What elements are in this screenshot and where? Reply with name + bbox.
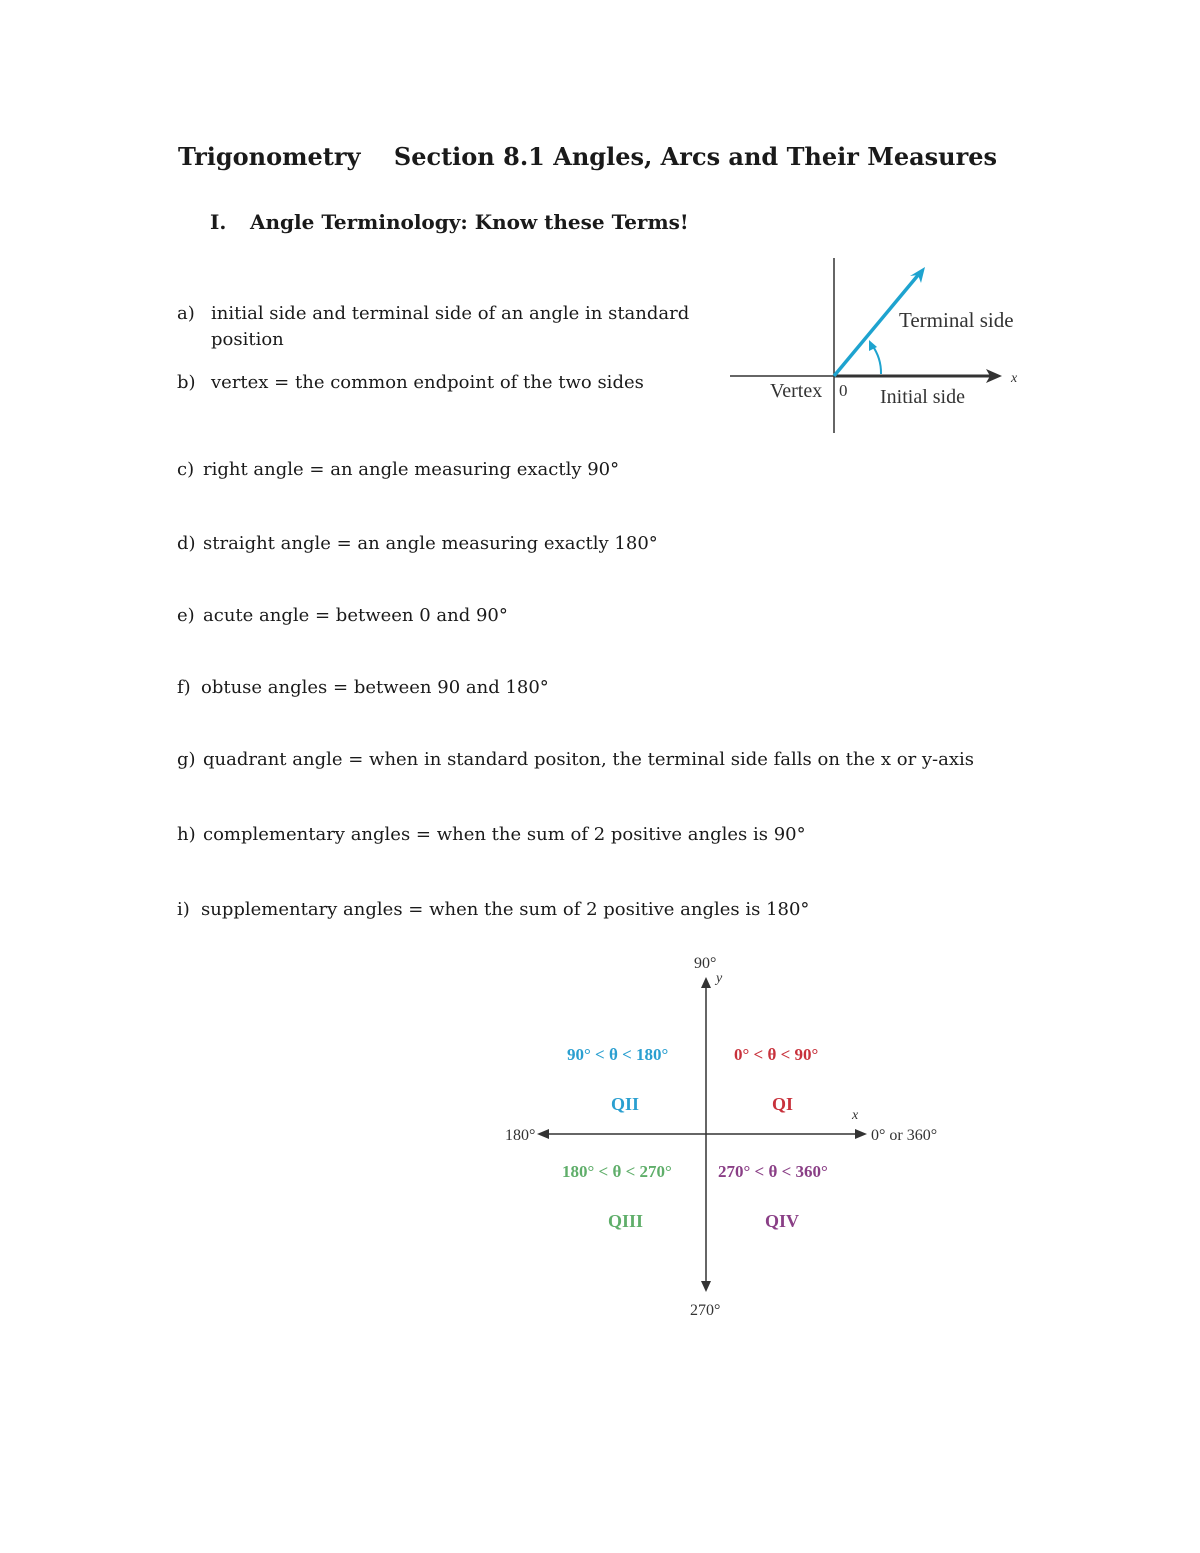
term-letter: h) <box>177 824 196 845</box>
section-heading <box>210 210 689 234</box>
quadrant-iv-name-label: QIV <box>765 1211 800 1231</box>
left-arrow-icon <box>537 1129 549 1139</box>
quadrant-i-range-label: 0° < θ < 90° <box>734 1045 819 1064</box>
term-letter: a) <box>177 303 195 324</box>
page-title: Trigonometry Section 8.1 Angles, Arcs and Their Measures <box>178 142 998 171</box>
term-text: obtuse angles = between 90 and 180° <box>201 677 549 698</box>
origin-label: 0 <box>839 381 848 400</box>
quadrant-iv-range-label: 270° < θ < 360° <box>718 1162 828 1181</box>
term-letter: f) <box>177 677 191 698</box>
section-number: I. <box>210 210 227 234</box>
term-item-d <box>177 531 658 557</box>
y-axis-label: y <box>716 971 723 986</box>
terminal-side-label: Terminal side <box>899 308 1014 332</box>
quadrant-angles-figure <box>495 945 965 1325</box>
quadrant-ii-range-label: 90° < θ < 180° <box>567 1045 669 1064</box>
down-arrow-icon <box>701 1281 711 1292</box>
up-arrow-icon <box>701 977 711 988</box>
vertex-label: Vertex <box>770 380 823 402</box>
quadrant-i-name-label: QI <box>772 1094 794 1114</box>
right-arrow-icon <box>855 1129 867 1139</box>
term-item-g <box>177 747 974 773</box>
term-text: right angle = an angle measuring exactly 90° <box>203 459 620 480</box>
term-letter: e) <box>177 605 195 626</box>
term-text: initial side and terminal side of an angle in standard <box>211 303 690 324</box>
x-axis-label: x <box>1011 371 1018 386</box>
term-text-continuation: position <box>211 329 284 350</box>
section-heading-text: Angle Terminology: Know these Terms! <box>250 210 689 234</box>
term-item-b <box>177 370 644 396</box>
term-letter: c) <box>177 459 195 480</box>
term-item-a <box>177 301 689 353</box>
quadrant-iii-range-label: 180° < θ < 270° <box>562 1162 672 1181</box>
bottom-angle-label: 270° <box>690 1302 721 1319</box>
term-item-f <box>177 675 549 701</box>
term-item-e <box>177 603 508 629</box>
term-text: vertex = the common endpoint of the two sides <box>211 372 644 393</box>
standard-position-angle-figure <box>720 250 1040 445</box>
term-text: acute angle = between 0 and 90° <box>203 605 508 626</box>
left-angle-label: 180° <box>505 1127 536 1144</box>
term-text: quadrant angle = when in standard positon, the terminal side falls on the x or y-axis <box>203 749 975 770</box>
term-text: complementary angles = when the sum of 2 positive angles is 90° <box>203 824 806 845</box>
quadrant-ii-name-label: QII <box>611 1094 640 1114</box>
term-item-i <box>177 897 809 923</box>
right-angle-label: 0° or 360° <box>871 1127 938 1144</box>
term-item-c <box>177 457 619 483</box>
angle-arc <box>872 345 881 374</box>
initial-side-label: Initial side <box>880 386 965 408</box>
term-letter: d) <box>177 533 196 554</box>
top-angle-label: 90° <box>694 955 717 972</box>
x-axis-label: x <box>852 1108 859 1123</box>
term-text: supplementary angles = when the sum of 2 positive angles is 180° <box>201 899 810 920</box>
term-letter: g) <box>177 749 196 770</box>
term-letter: b) <box>177 372 196 393</box>
term-text: straight angle = an angle measuring exactly 180° <box>203 533 658 554</box>
term-letter: i) <box>177 899 190 920</box>
term-item-h <box>177 822 806 848</box>
quadrant-iii-name-label: QIII <box>608 1211 644 1231</box>
